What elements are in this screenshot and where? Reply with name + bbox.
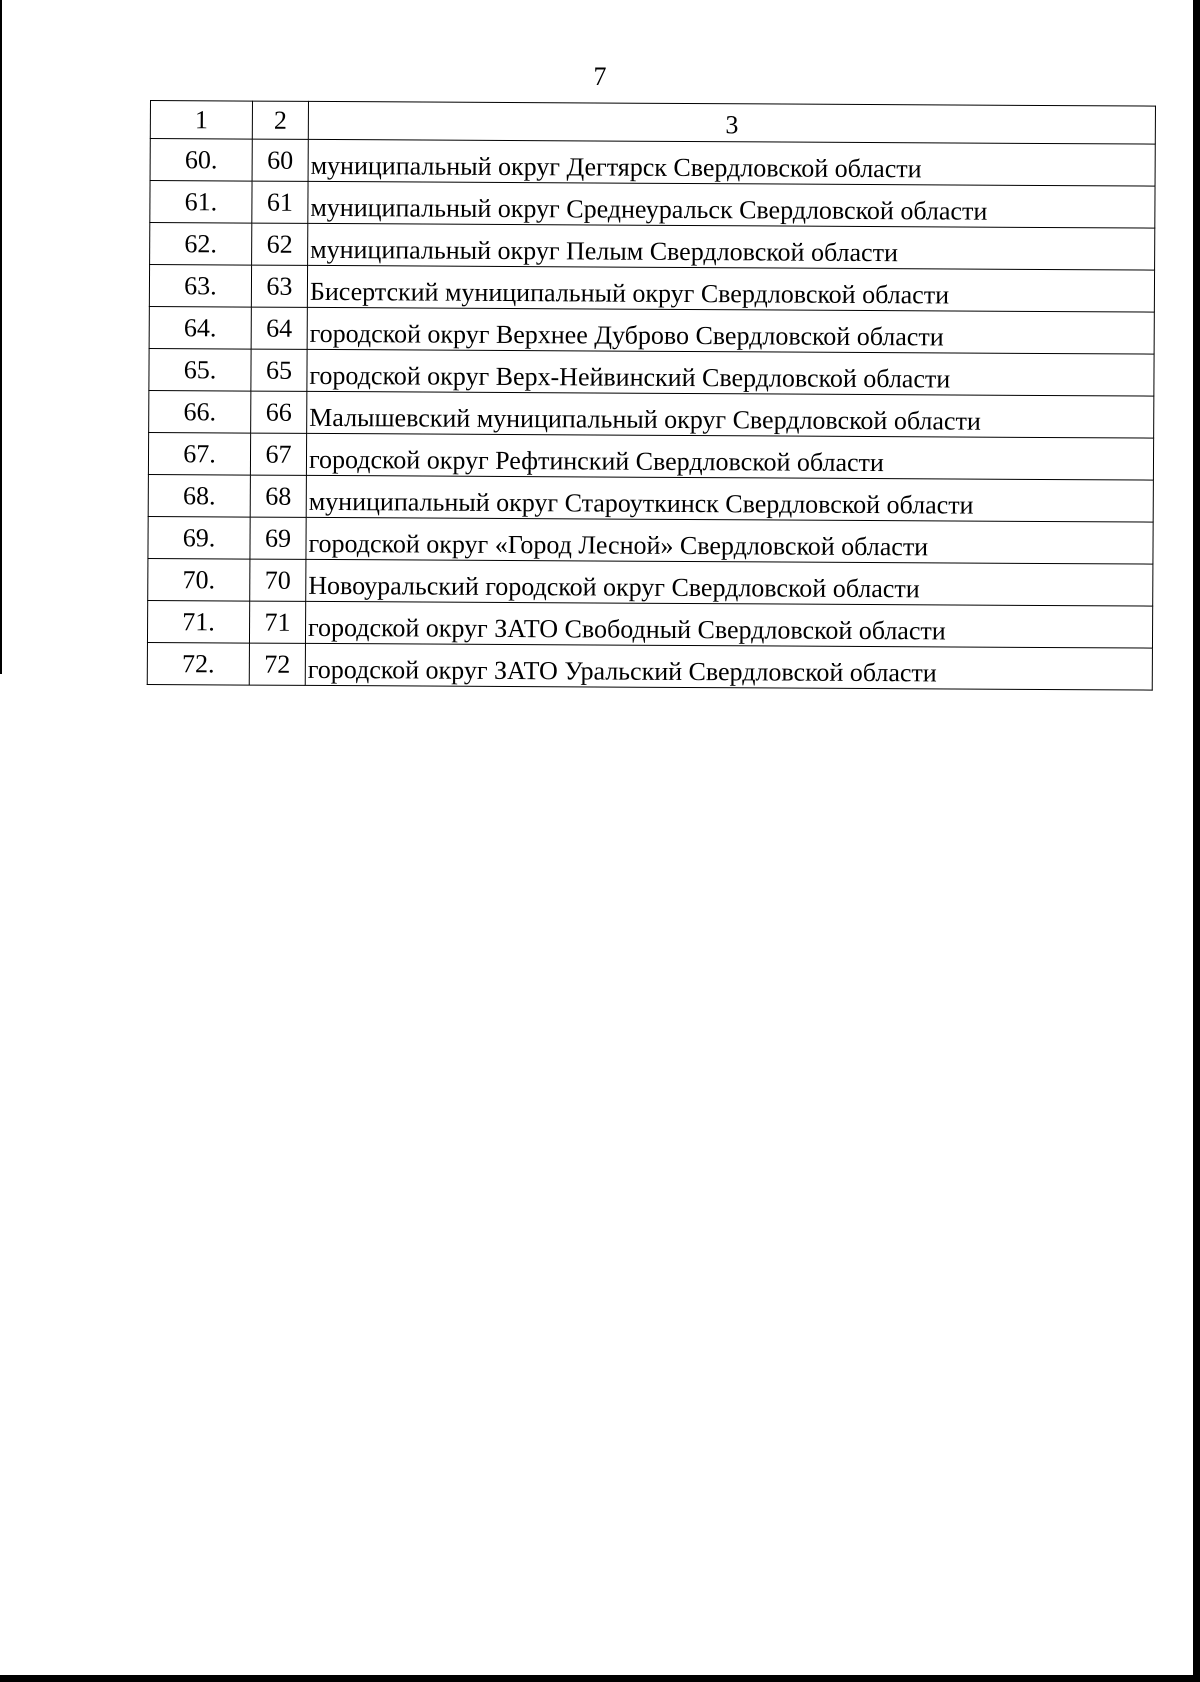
row-number: 64.	[149, 306, 251, 349]
row-code: 70	[250, 559, 306, 601]
table-row	[149, 390, 1154, 438]
table-row	[149, 348, 1154, 396]
row-number: 66.	[149, 390, 251, 433]
row-code: 66	[251, 391, 307, 433]
column-header-2: 2	[252, 101, 308, 139]
municipality-name: Малышевский муниципальный округ Свердловской области	[307, 391, 1154, 438]
table-body	[147, 139, 1155, 691]
table-row	[149, 265, 1154, 313]
table-row	[147, 600, 1152, 648]
row-number: 68.	[148, 474, 250, 517]
municipality-name: муниципальный округ Среднеуральск Свердловской области	[308, 181, 1155, 228]
page-number: 7	[593, 62, 607, 91]
column-header-3: 3	[308, 101, 1155, 144]
row-code: 71	[249, 601, 305, 643]
table-row	[150, 181, 1155, 229]
row-number: 71.	[147, 600, 249, 643]
municipality-name: Новоуральский городской округ Свердловской области	[306, 559, 1153, 606]
row-code: 69	[250, 517, 306, 559]
scan-edge-right	[1193, 0, 1200, 1682]
row-code: 60	[252, 139, 308, 181]
row-code: 64	[251, 307, 307, 349]
row-code: 65	[251, 349, 307, 391]
table-row	[149, 306, 1154, 354]
row-number: 62.	[150, 223, 252, 266]
municipality-name: муниципальный округ Пелым Свердловской области	[308, 223, 1155, 270]
table-row	[150, 223, 1155, 271]
table-row	[148, 516, 1153, 564]
municipality-name: городской округ Рефтинский Свердловской области	[306, 433, 1153, 480]
row-code: 72	[249, 643, 305, 685]
row-number: 70.	[148, 558, 250, 601]
municipality-name: городской округ «Город Лесной» Свердловской области	[306, 517, 1153, 564]
municipality-name: Бисертский муниципальный округ Свердловской области	[307, 265, 1154, 312]
table-row	[150, 139, 1155, 187]
scan-edge-bottom	[0, 1675, 1200, 1682]
municipality-name: городской округ ЗАТО Свободный Свердловской области	[305, 601, 1152, 648]
table-row	[148, 432, 1153, 480]
municipality-name: городской округ Верхнее Дуброво Свердловской области	[307, 307, 1154, 354]
municipality-name: городской округ Верх-Нейвинский Свердловской области	[307, 349, 1154, 396]
table-row	[148, 474, 1153, 522]
row-number: 63.	[149, 265, 251, 308]
municipality-name: муниципальный округ Дегтярск Свердловской области	[308, 139, 1155, 186]
column-header-1: 1	[150, 101, 252, 140]
table-row	[148, 558, 1153, 606]
row-number: 65.	[149, 348, 251, 391]
row-number: 60.	[150, 139, 252, 182]
row-number: 67.	[148, 432, 250, 475]
table-row	[147, 642, 1152, 690]
municipality-name: городской округ ЗАТО Уральский Свердловской области	[305, 643, 1152, 690]
row-code: 67	[250, 433, 306, 475]
municipality-table	[147, 100, 1156, 691]
row-number: 72.	[147, 642, 249, 685]
row-number: 69.	[148, 516, 250, 559]
row-number: 61.	[150, 181, 252, 224]
row-code: 62	[252, 223, 308, 265]
row-code: 61	[252, 181, 308, 223]
row-code: 63	[251, 265, 307, 307]
table-header-row	[150, 101, 1155, 145]
municipality-name: муниципальный округ Староуткинск Свердловской области	[306, 475, 1153, 522]
scan-edge-left	[0, 0, 2, 674]
row-code: 68	[250, 475, 306, 517]
